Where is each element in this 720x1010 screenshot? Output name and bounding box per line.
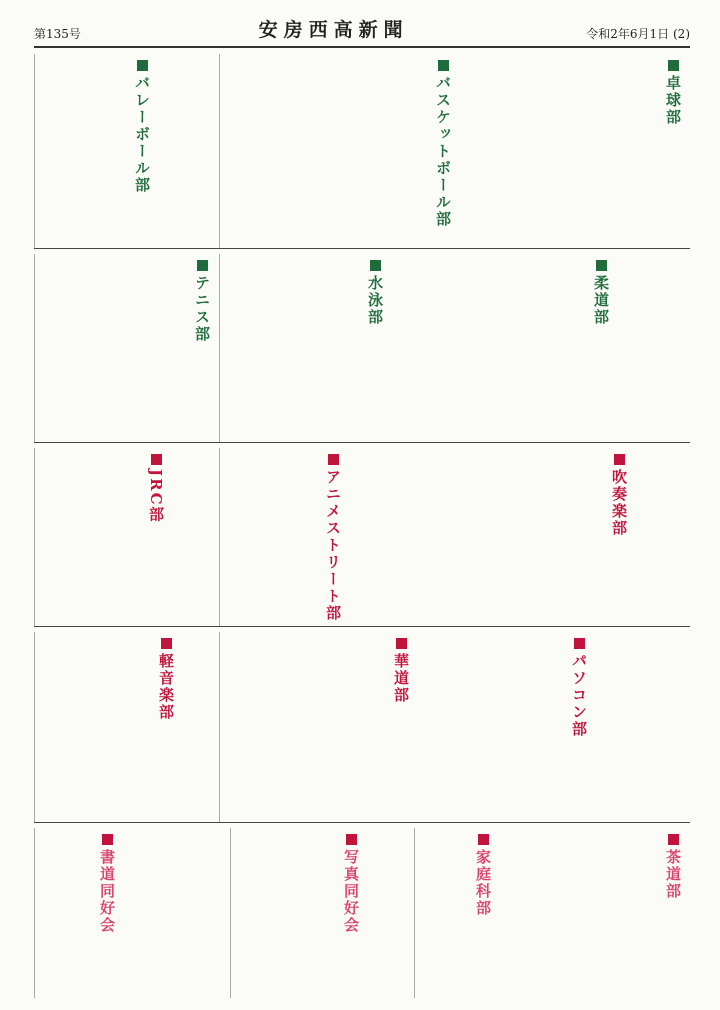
- article-body: [226, 640, 458, 814]
- heading-marker-icon: [668, 60, 679, 71]
- article-body: [470, 640, 684, 814]
- heading-text: 卓球部: [664, 75, 682, 126]
- article-kado: [219, 632, 464, 822]
- article-body: [566, 836, 660, 990]
- article-swimming: [219, 254, 464, 442]
- issue-number: 第135号: [34, 27, 81, 41]
- heading-text: バスケットボール部: [434, 75, 452, 228]
- issue-date: [586, 25, 690, 42]
- article-body: [470, 262, 684, 434]
- article-home-economics: [414, 828, 560, 998]
- newspaper-title: 安房西高新聞: [258, 19, 409, 41]
- article-body: [226, 456, 458, 618]
- tier-culture-2: [34, 632, 690, 823]
- article-body: [41, 262, 189, 434]
- heading-text: バレーボール部: [133, 75, 151, 194]
- article-body: [237, 836, 408, 990]
- article-body: [41, 836, 224, 990]
- heading-text: テニス部: [193, 275, 211, 343]
- article-table-tennis: [464, 54, 690, 248]
- heading-tennis: [192, 260, 213, 343]
- tier-athletics-1: [34, 54, 690, 249]
- article-brass-band: [464, 448, 690, 626]
- heading-text: 軽音楽部: [157, 653, 175, 721]
- heading-text: 家庭科部: [474, 849, 492, 917]
- heading-text: アニメストリート部: [324, 469, 342, 622]
- article-computer: [464, 632, 690, 822]
- article-body: [226, 262, 458, 434]
- tier-culture-3: [34, 828, 690, 998]
- article-body: [226, 62, 430, 240]
- article-body: [470, 62, 660, 240]
- article-tennis: [34, 254, 219, 442]
- article-tea-ceremony: [560, 828, 690, 998]
- page-number: (2): [673, 27, 690, 41]
- heading-text: 華道部: [392, 653, 410, 704]
- article-anime-street: [219, 448, 464, 626]
- heading-text: 茶道部: [664, 849, 682, 900]
- heading-basketball: [433, 60, 454, 228]
- article-body: [470, 456, 684, 618]
- article-light-music: [34, 632, 219, 822]
- heading-text: 吹奏楽部: [610, 469, 628, 537]
- heading-text: 書道同好会: [98, 849, 116, 934]
- heading-text: 写真同好会: [342, 849, 360, 934]
- heading-text: JRC部: [147, 469, 165, 524]
- heading-text: パソコン部: [570, 653, 588, 738]
- article-basketball: [219, 54, 464, 248]
- article-volleyball: [34, 54, 219, 248]
- article-photography: [230, 828, 414, 998]
- article-body: [421, 836, 554, 990]
- heading-marker-icon: [668, 834, 679, 845]
- heading-table-tennis: [663, 60, 684, 126]
- heading-marker-icon: [438, 60, 449, 71]
- article-calligraphy: [34, 828, 230, 998]
- heading-marker-icon: [197, 260, 208, 271]
- article-body: [41, 456, 213, 618]
- heading-text: 柔道部: [592, 275, 610, 326]
- article-judo: [464, 254, 690, 442]
- article-jrc: [34, 448, 219, 626]
- date-text: 令和2年6月1日: [586, 27, 670, 41]
- tier-athletics-2: [34, 254, 690, 443]
- tier-culture-1: [34, 448, 690, 627]
- article-body: [41, 62, 213, 240]
- heading-tea-ceremony: [663, 834, 684, 900]
- article-body: [41, 640, 213, 814]
- masthead: [34, 20, 690, 48]
- heading-text: 水泳部: [366, 275, 384, 326]
